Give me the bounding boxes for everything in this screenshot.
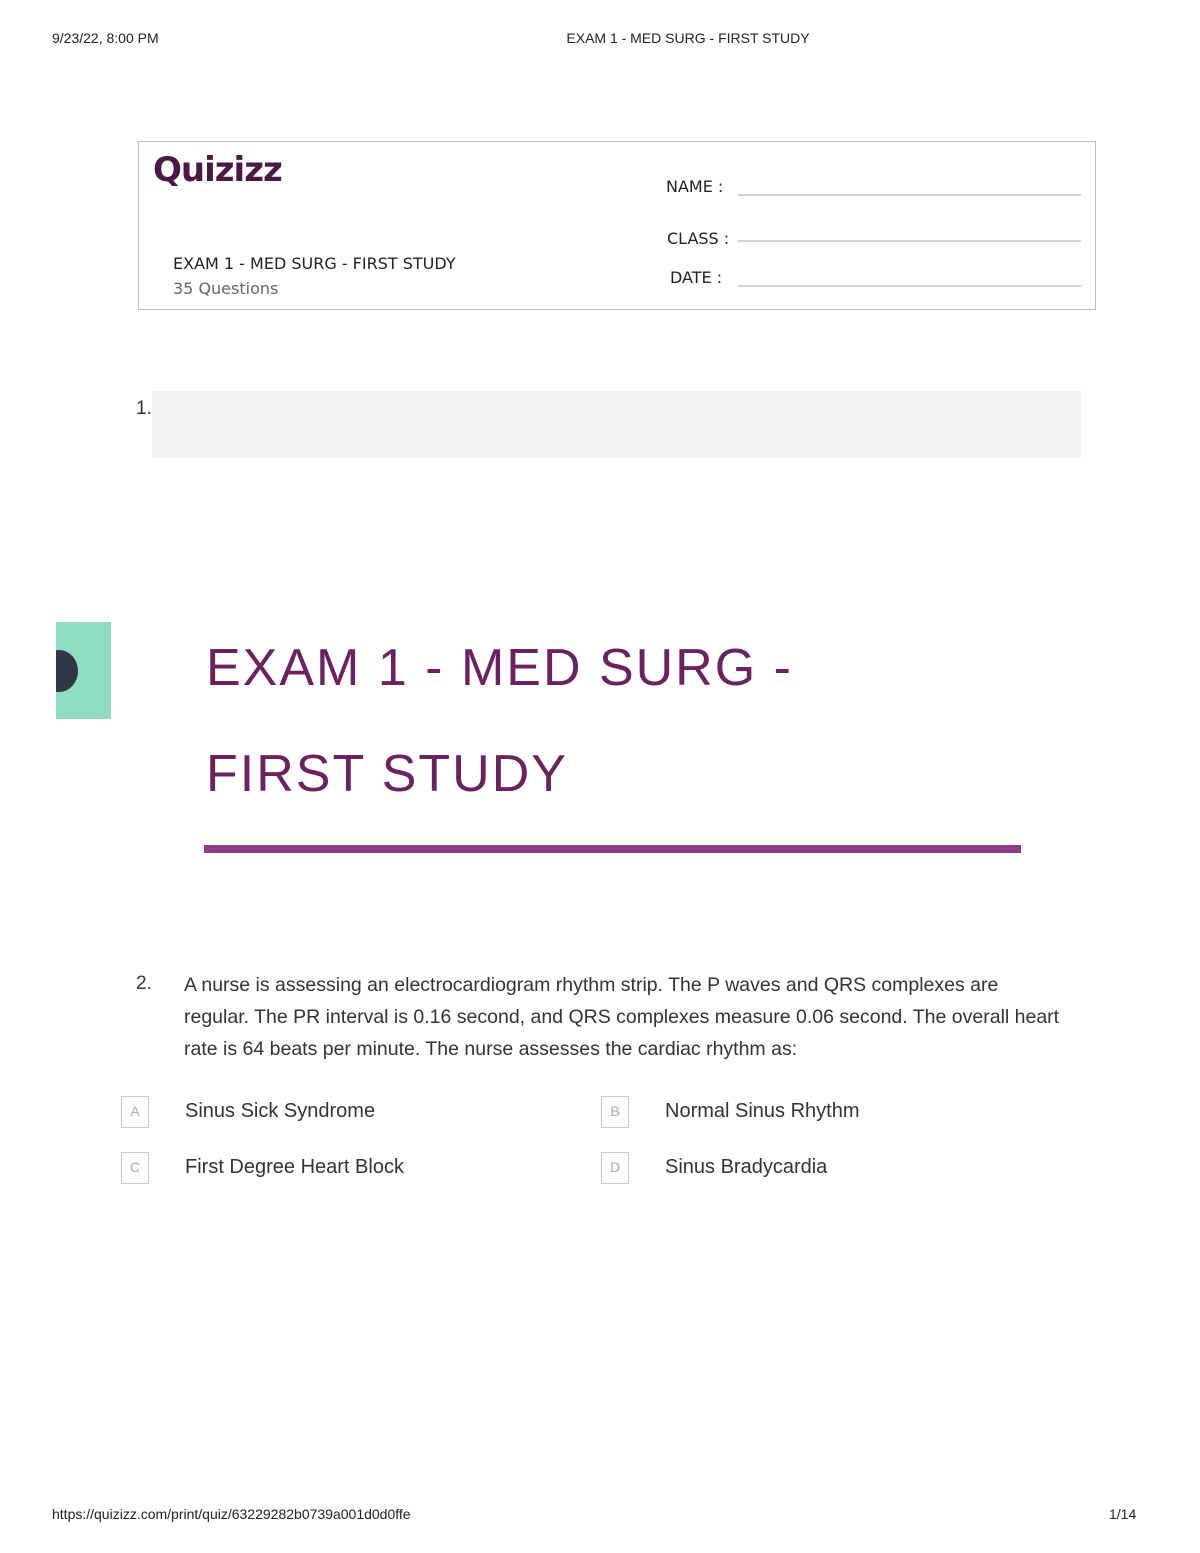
question-count: 35 Questions <box>173 279 279 298</box>
banner-title-line-1: EXAM 1 - MED SURG - <box>206 639 793 697</box>
date-field <box>738 285 1081 287</box>
date-label: DATE : <box>670 268 723 287</box>
question-2-text: A nurse is assessing an electrocardiogram rhythm strip. The P waves and QRS complexes are regular. The PR interval is 0.16 second, and QRS complexes measure 0.06 second. The overall heart rate is 64 beats per minute. The nurse assesses the cardiac rhythm as: <box>184 974 1060 1060</box>
banner-title-line-2: FIRST STUDY <box>206 745 568 803</box>
option-b-text[interactable]: Normal Sinus Rhythm <box>665 1100 860 1122</box>
option-c-box[interactable]: C <box>121 1152 149 1184</box>
print-title: EXAM 1 - MED SURG - FIRST STUDY <box>566 30 810 46</box>
banner-dot-icon <box>56 650 78 692</box>
class-field <box>738 240 1081 242</box>
option-b-box[interactable]: B <box>601 1096 629 1128</box>
question-1-image-area <box>152 391 1081 458</box>
question-2-number: 2. <box>136 973 152 994</box>
option-c-text[interactable]: First Degree Heart Block <box>185 1156 404 1178</box>
option-d-box[interactable]: D <box>601 1152 629 1184</box>
option-a-text[interactable]: Sinus Sick Syndrome <box>185 1100 376 1122</box>
quiz-title: EXAM 1 - MED SURG - FIRST STUDY <box>173 254 456 273</box>
name-label: NAME : <box>666 177 724 196</box>
question-1-number: 1. <box>136 398 152 419</box>
quizizz-logo: Quizizz <box>153 150 282 190</box>
print-url: https://quizizz.com/print/quiz/63229282b0739a001d0d0ffe <box>52 1506 411 1522</box>
print-page-number: 1/14 <box>1109 1506 1137 1522</box>
print-timestamp: 9/23/22, 8:00 PM <box>52 30 159 46</box>
banner-decoration-tab <box>56 622 111 719</box>
banner-underline <box>204 845 1021 853</box>
option-a-box[interactable]: A <box>121 1096 149 1128</box>
name-field <box>738 194 1081 196</box>
option-d-text[interactable]: Sinus Bradycardia <box>665 1156 828 1178</box>
class-label: CLASS : <box>667 229 730 248</box>
